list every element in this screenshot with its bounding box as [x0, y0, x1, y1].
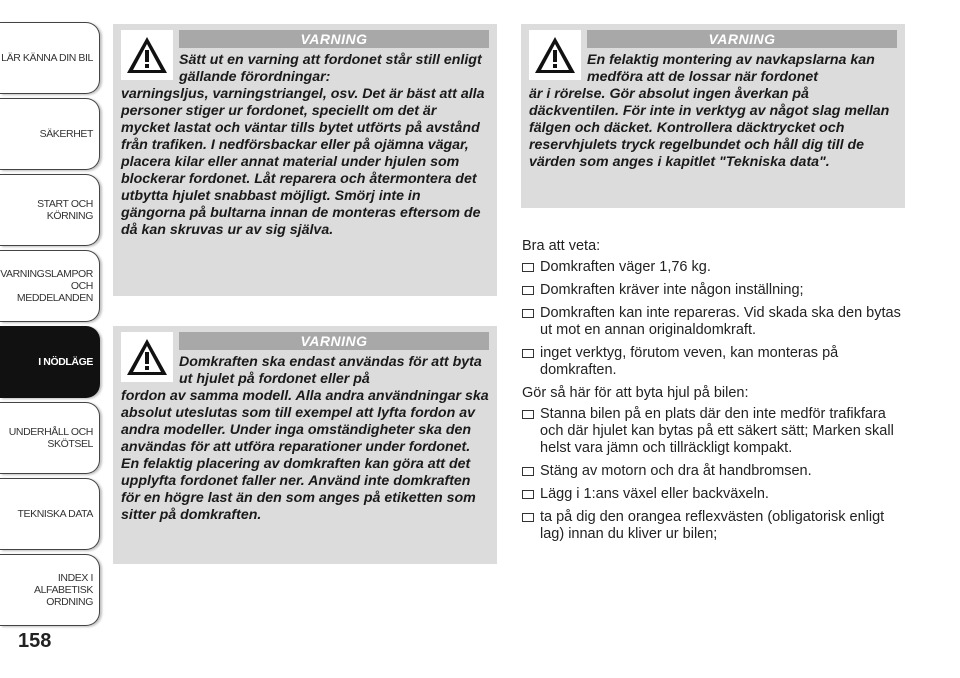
- checkbox-bullet-icon: [522, 513, 534, 522]
- steps-intro: Gör så här för att byta hjul på bilen:: [522, 385, 749, 401]
- tab-underhall-och-skotsel[interactable]: UNDERHÅLL OCH SKÖTSEL: [0, 402, 100, 474]
- checkbox-bullet-icon: [522, 263, 534, 272]
- warning-body: är i rörelse. Gör absolut ingen åverkan på däckventilen. För inte in verktyg av något slag mellan fälgen och däcket. Kontrollera däcktrycket och reservhjulets tryck regelbundet och håll dig till de värden som anges i kapitlet "Tekniska data".: [529, 86, 890, 170]
- tab-sakerhet[interactable]: SÄKERHET: [0, 98, 100, 170]
- instructions: [522, 232, 912, 549]
- list-item: inget verktyg, förutom veven, kan monteras på domkraften.: [522, 345, 912, 379]
- warning-triangle-icon: [529, 30, 581, 80]
- warning-body: fordon av samma modell. Alla andra användningar ska absolut uteslutas som till exempel att lyfta fordon av andra modeller. Under inga omständigheter ska den användas för att utföra reparationer under fordonet. En felaktig placering av domkraften kan göra att det upplyfta fordonet faller ner. Använd inte domkraften för en högre last än den som anges på etiketten som sitter på domkraften.: [121, 388, 489, 523]
- list-item: Domkraften väger 1,76 kg.: [522, 259, 912, 276]
- tab-varningslampor[interactable]: VARNINGSLAMPOR OCH MEDDELANDEN: [0, 250, 100, 322]
- warning-text: [529, 52, 897, 171]
- warning-box-3: [521, 24, 905, 208]
- list-item: Stanna bilen på en plats där den inte medför trafikfara och där hjulet kan bytas på ett säkert sätt; Marken skall helst vara jämn och tillräckligt kompakt.: [522, 406, 912, 457]
- warning-text: [121, 52, 489, 239]
- warning-body: varningsljus, varningstriangel, osv. Det är bäst att alla personer stiger ur fordonet, speciellt om det är mycket lastat och väntar tills bytet utförts på avstånd från trafiken. I nedförsbackar eller på ojämna vägar, placera kilar eller annat material under hjulen som blockerar fordonet. Låt reparera och återmontera det utbytta hjulet snabbast möjligt. Smörj inte in gängorna på bultarna innan de monteras eftersom de då kan skruvas ur av sig själva.: [121, 86, 485, 238]
- checkbox-bullet-icon: [522, 309, 534, 318]
- warning-lead: En felaktig montering av navkapslarna kan medföra att de lossar när fordonet: [587, 52, 875, 85]
- page-number: 158: [18, 630, 52, 652]
- tab-lar-kanna-din-bil[interactable]: LÄR KÄNNA DIN BIL: [0, 22, 100, 94]
- list-item: Stäng av motorn och dra åt handbromsen.: [522, 463, 912, 480]
- chapter-tabs: [0, 22, 100, 630]
- checkbox-bullet-icon: [522, 349, 534, 358]
- tab-index[interactable]: INDEX I ALFABETISK ORDNING: [0, 554, 100, 626]
- warning-header: VARNING: [179, 30, 489, 48]
- warning-header: VARNING: [587, 30, 897, 48]
- tab-tekniska-data[interactable]: TEKNISKA DATA: [0, 478, 100, 550]
- list-item: Domkraften kräver inte någon inställning;: [522, 282, 912, 299]
- checkbox-bullet-icon: [522, 286, 534, 295]
- warning-box-1: [113, 24, 497, 296]
- warning-box-2: [113, 326, 497, 564]
- list-item: Domkraften kan inte repareras. Vid skada ska den bytas ut mot en annan originaldomkraft.: [522, 305, 912, 339]
- warning-triangle-icon: [121, 30, 173, 80]
- warning-lead: Domkraften ska endast användas för att byta ut hjulet på fordonet eller på: [179, 354, 482, 387]
- list-item: ta på dig den orangea reflexvästen (obligatorisk enligt lag) innan du kliver ur bilen;: [522, 509, 912, 543]
- tab-start-och-korning[interactable]: START OCH KÖRNING: [0, 174, 100, 246]
- list-item: Lägg i 1:ans växel eller backväxeln.: [522, 486, 912, 503]
- checkbox-bullet-icon: [522, 467, 534, 476]
- warning-header: VARNING: [179, 332, 489, 350]
- warning-triangle-icon: [121, 332, 173, 382]
- checkbox-bullet-icon: [522, 410, 534, 419]
- tab-i-nodlage[interactable]: I NÖDLÄGE: [0, 326, 100, 398]
- facts-intro: Bra att veta:: [522, 238, 601, 254]
- checkbox-bullet-icon: [522, 490, 534, 499]
- warning-text: [121, 354, 489, 524]
- warning-lead: Sätt ut en varning att fordonet står still enligt gällande förordningar:: [179, 52, 482, 85]
